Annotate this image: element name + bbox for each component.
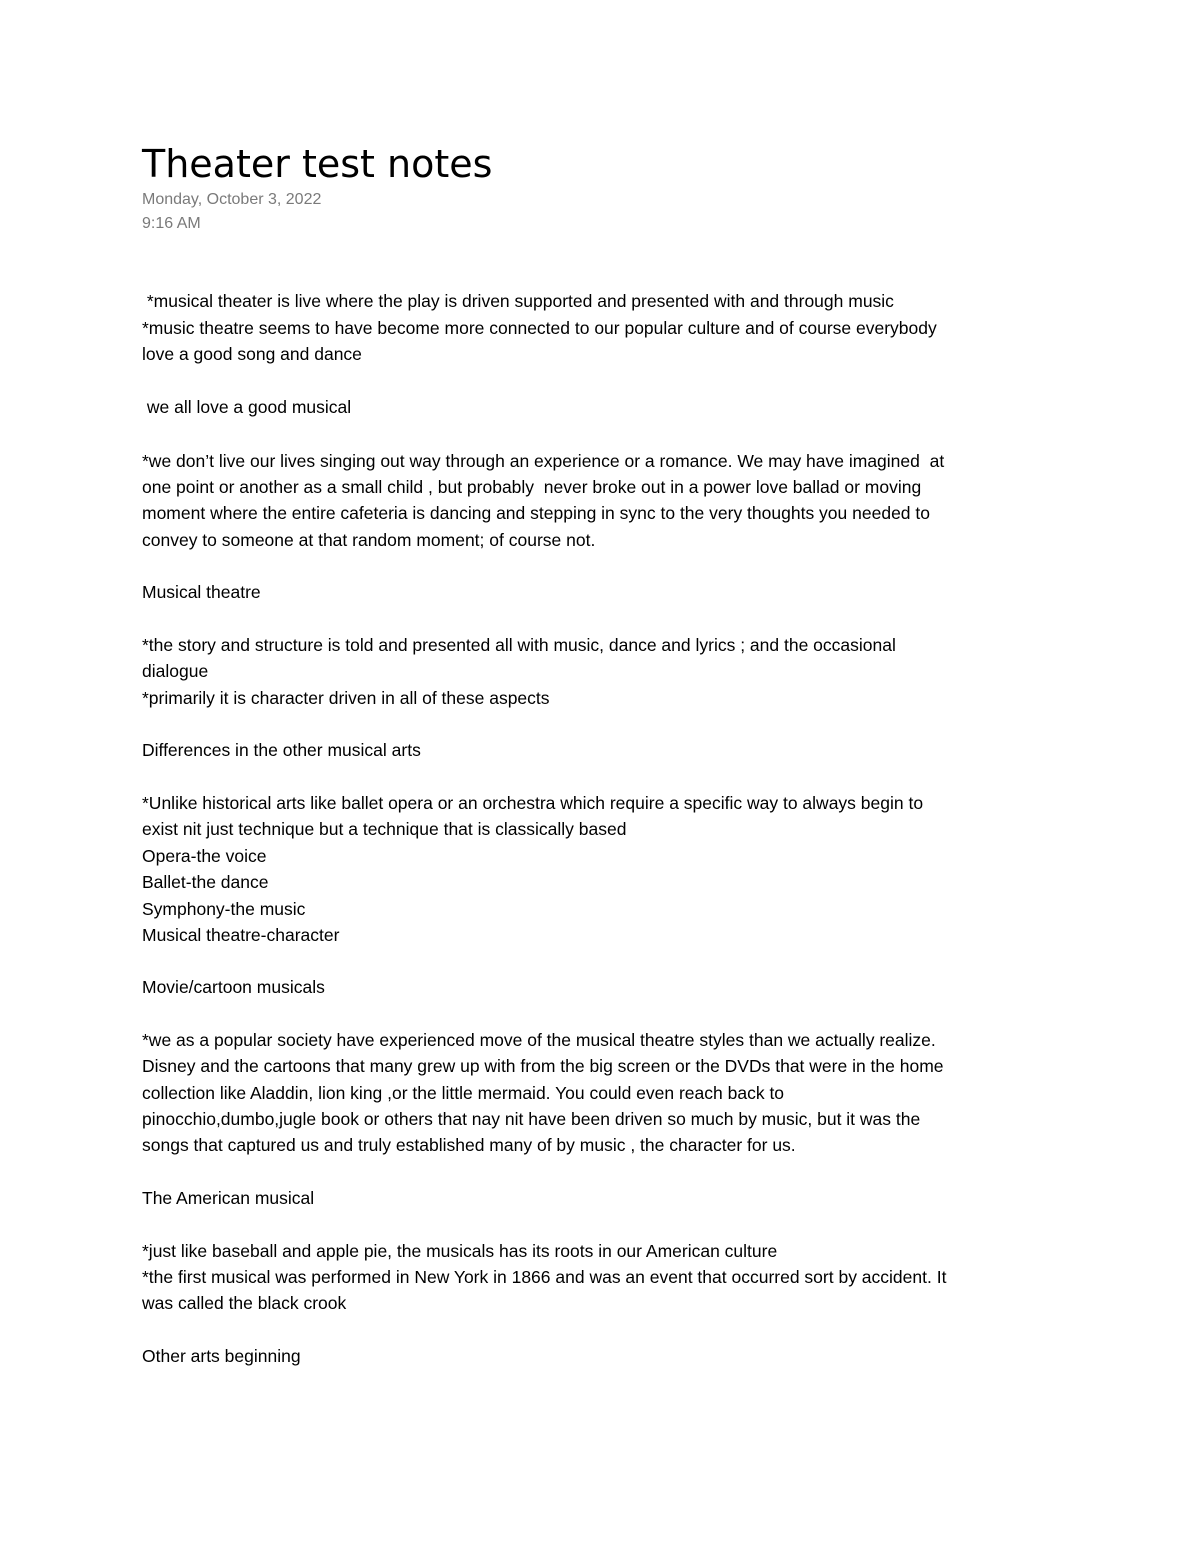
note-line[interactable]: was called the black crook — [142, 1293, 347, 1313]
note-title[interactable]: Theater test notes — [142, 142, 493, 186]
note-line[interactable]: *the first musical was performed in New York in 1866 and was an event that occurred sort by accident. It — [142, 1267, 947, 1287]
note-line[interactable]: Disney and the cartoons that many grew up with from the big screen or the DVDs that were in the home — [142, 1056, 944, 1076]
section-heading[interactable]: The American musical — [142, 1188, 315, 1208]
note-line[interactable]: dialogue — [142, 661, 209, 681]
note-line[interactable]: Musical theatre-character — [142, 925, 340, 945]
note-time: 9:16 AM — [142, 215, 201, 232]
note-line[interactable]: Ballet-the dance — [142, 872, 269, 892]
note-line[interactable]: *music theatre seems to have become more connected to our popular culture and of course everybody — [142, 318, 937, 338]
note-line[interactable]: *we don’t live our lives singing out way through an experience or a romance. We may have imagined at — [142, 451, 945, 471]
note-line[interactable]: Symphony-the music — [142, 899, 306, 919]
section-heading[interactable]: Other arts beginning — [142, 1346, 301, 1366]
note-line[interactable]: we all love a good musical — [142, 397, 352, 417]
note-date: Monday, October 3, 2022 — [142, 191, 322, 208]
note-line[interactable]: *the story and structure is told and presented all with music, dance and lyrics ; and the occasional — [142, 635, 896, 655]
note-line[interactable]: *Unlike historical arts like ballet opera or an orchestra which require a specific way to always begin to — [142, 793, 924, 813]
section-heading[interactable]: Musical theatre — [142, 582, 261, 602]
note-line[interactable]: *primarily it is character driven in all of these aspects — [142, 688, 550, 708]
note-line[interactable]: moment where the entire cafeteria is dancing and stepping in sync to the very thoughts you needed to — [142, 503, 930, 523]
section-heading[interactable]: Differences in the other musical arts — [142, 740, 421, 760]
note-line[interactable]: convey to someone at that random moment; of course not. — [142, 530, 596, 550]
note-line[interactable]: exist nit just technique but a technique that is classically based — [142, 819, 627, 839]
note-line[interactable]: *we as a popular society have experienced move of the musical theatre styles than we actually realize. — [142, 1030, 936, 1050]
note-line[interactable]: songs that captured us and truly established many of by music , the character for us. — [142, 1135, 796, 1155]
note-line[interactable]: pinocchio,dumbo,jugle book or others that nay nit have been driven so much by music, but it was the — [142, 1109, 921, 1129]
section-heading[interactable]: Movie/cartoon musicals — [142, 977, 325, 997]
note-line[interactable]: Opera-the voice — [142, 846, 267, 866]
note-line[interactable]: *musical theater is live where the play is driven supported and presented with and through music — [142, 291, 894, 311]
note-line[interactable]: collection like Aladdin, lion king ,or the little mermaid. You could even reach back to — [142, 1083, 785, 1103]
note-line[interactable]: one point or another as a small child , but probably never broke out in a power love ballad or moving — [142, 477, 922, 497]
note-line[interactable]: *just like baseball and apple pie, the musicals has its roots in our American culture — [142, 1241, 778, 1261]
note-line[interactable]: love a good song and dance — [142, 344, 362, 364]
